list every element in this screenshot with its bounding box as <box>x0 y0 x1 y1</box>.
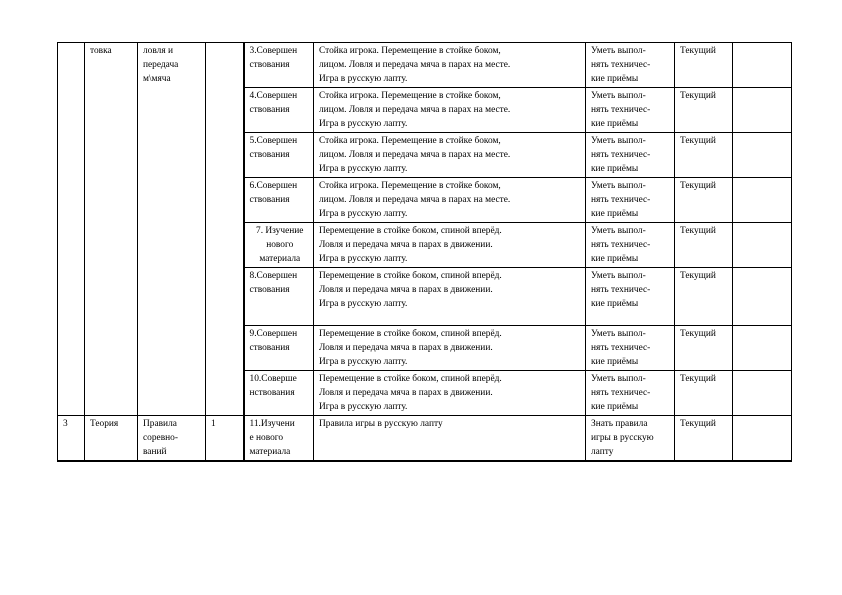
section-cell: товка <box>85 43 138 416</box>
lesson-topic-cell-line: 11.Изучени <box>249 419 295 429</box>
lesson-content-cell-line: лицом. Ловля и передача мяча в парах на месте. <box>319 150 511 160</box>
control-type-cell: Текущий <box>675 178 733 223</box>
lesson-content-cell-line: Стойка игрока. Перемещение в стойке боком, <box>319 46 501 56</box>
subsection-cell-line: соревно- <box>143 433 178 443</box>
lesson-topic-cell-line: нствования <box>249 388 295 398</box>
lesson-topic-cell <box>244 43 314 88</box>
control-type-cell: Текущий <box>675 371 733 416</box>
lesson-content-cell-line: Игра в русскую лапту. <box>319 299 408 309</box>
lesson-topic-cell-line: е нового <box>249 433 284 443</box>
section-cell: Теория <box>85 416 138 462</box>
control-type-cell: Текущий <box>675 268 733 326</box>
lesson-topic-cell-line: ствования <box>249 343 290 353</box>
skill-cell-line: Уметь выпол- <box>591 91 646 101</box>
hours-cell <box>206 43 244 416</box>
lesson-content-cell-line: Игра в русскую лапту. <box>319 402 408 412</box>
lesson-topic-cell-line: 5.Совершен <box>249 136 298 146</box>
skill-cell-line: кие приёмы <box>591 357 639 367</box>
skill-cell-line: нять техничес- <box>591 105 651 115</box>
lesson-content-cell-line: Игра в русскую лапту. <box>319 119 408 129</box>
control-type-cell: Текущий <box>675 223 733 268</box>
skill-cell <box>586 178 675 223</box>
skill-cell-line: Уметь выпол- <box>591 271 646 281</box>
lesson-content-cell <box>314 43 586 88</box>
subsection-cell-line: передача <box>143 60 179 70</box>
lesson-topic-cell-line: материала <box>259 254 301 264</box>
lesson-content-cell <box>314 371 586 416</box>
lesson-topic-cell <box>244 326 314 371</box>
hours-cell: 1 <box>206 416 244 462</box>
skill-cell-line: Знать правила <box>591 419 648 429</box>
lesson-topic-cell-line: ствования <box>249 105 290 115</box>
skill-cell <box>586 133 675 178</box>
lesson-content-cell-line: лицом. Ловля и передача мяча в парах на месте. <box>319 105 511 115</box>
num-cell <box>58 43 85 416</box>
control-type-cell: Текущий <box>675 133 733 178</box>
empty-cell <box>733 88 792 133</box>
lesson-content-cell-line: Игра в русскую лапту. <box>319 74 408 84</box>
lesson-content-cell <box>314 133 586 178</box>
skill-cell <box>586 43 675 88</box>
skill-cell-line: кие приёмы <box>591 164 639 174</box>
lesson-content-cell-line: Ловля и передача мяча в парах в движении. <box>319 343 493 353</box>
lesson-topic-cell-line: ствования <box>249 195 290 205</box>
lesson-topic-cell-line: 4.Совершен <box>249 91 298 101</box>
lesson-topic-cell-line: ствования <box>249 60 290 70</box>
table-row <box>58 416 792 462</box>
lesson-content-cell <box>314 88 586 133</box>
lesson-content-cell-line: лицом. Ловля и передача мяча в парах на месте. <box>319 60 511 70</box>
lesson-topic-cell <box>244 133 314 178</box>
skill-cell-line: нять техничес- <box>591 343 651 353</box>
lesson-topic-cell-line: ствования <box>249 150 290 160</box>
lesson-topic-cell <box>244 371 314 416</box>
empty-cell <box>733 326 792 371</box>
skill-cell-line: Уметь выпол- <box>591 374 646 384</box>
skill-cell-line: кие приёмы <box>591 254 639 264</box>
subsection-cell-line: м\мяча <box>143 74 171 84</box>
lesson-content-cell-line: Ловля и передача мяча в парах в движении. <box>319 388 493 398</box>
skill-cell-line: Уметь выпол- <box>591 181 646 191</box>
control-type-cell: Текущий <box>675 43 733 88</box>
skill-cell <box>586 371 675 416</box>
skill-cell-line: кие приёмы <box>591 402 639 412</box>
lesson-topic-cell-line: 6.Совершен <box>249 181 298 191</box>
skill-cell <box>586 223 675 268</box>
control-type-cell: Текущий <box>675 416 733 462</box>
lesson-content-cell <box>314 416 586 462</box>
lesson-topic-cell <box>244 223 314 268</box>
lesson-content-cell <box>314 268 586 326</box>
lesson-topic-cell <box>244 416 314 462</box>
skill-cell <box>586 326 675 371</box>
skill-cell-line: нять техничес- <box>591 150 651 160</box>
skill-cell-line: нять техничес- <box>591 195 651 205</box>
lesson-content-cell <box>314 326 586 371</box>
lesson-content-cell-line: лицом. Ловля и передача мяча в парах на месте. <box>319 195 511 205</box>
lesson-content-cell-line: Ловля и передача мяча в парах в движении. <box>319 285 493 295</box>
empty-cell <box>733 371 792 416</box>
lesson-content-cell-line: Перемещение в стойке боком, спиной вперёд. <box>319 329 502 339</box>
lesson-content-cell <box>314 223 586 268</box>
skill-cell-line: Уметь выпол- <box>591 46 646 56</box>
lesson-topic-cell-line: 7. Изучение <box>256 226 304 236</box>
lesson-content-cell-line: Стойка игрока. Перемещение в стойке боком, <box>319 181 501 191</box>
lesson-content-cell-line: Игра в русскую лапту. <box>319 164 408 174</box>
skill-cell-line: нять техничес- <box>591 60 651 70</box>
lesson-content-cell-line: Стойка игрока. Перемещение в стойке боком, <box>319 91 501 101</box>
lesson-content-cell-line: Перемещение в стойке боком, спиной вперёд. <box>319 271 502 281</box>
empty-cell <box>733 133 792 178</box>
skill-cell-line: Уметь выпол- <box>591 329 646 339</box>
lesson-content-cell-line: Перемещение в стойке боком, спиной вперёд. <box>319 374 502 384</box>
subsection-cell <box>138 416 206 462</box>
control-type-cell: Текущий <box>675 326 733 371</box>
subsection-cell-line: Правила <box>143 419 177 429</box>
skill-cell-line: нять техничес- <box>591 388 651 398</box>
skill-cell <box>586 416 675 462</box>
empty-cell <box>733 178 792 223</box>
skill-cell-line: Уметь выпол- <box>591 136 646 146</box>
lesson-plan-table <box>57 42 792 462</box>
skill-cell-line: лапту <box>591 447 614 457</box>
lesson-content-cell-line: Игра в русскую лапту. <box>319 357 408 367</box>
skill-cell-line: нять техничес- <box>591 285 651 295</box>
subsection-cell-line: ловля и <box>143 46 174 56</box>
lesson-topic-cell <box>244 178 314 223</box>
skill-cell-line: кие приёмы <box>591 299 639 309</box>
skill-cell <box>586 88 675 133</box>
skill-cell-line: кие приёмы <box>591 74 639 84</box>
empty-cell <box>733 416 792 462</box>
lesson-content-cell-line: Игра в русскую лапту. <box>319 254 408 264</box>
lesson-topic-cell-line: 10.Соверше <box>249 374 297 384</box>
lesson-content-cell <box>314 178 586 223</box>
lesson-topic-cell-line: нового <box>266 240 294 250</box>
lesson-topic-cell-line: ствования <box>249 285 290 295</box>
lesson-topic-cell-line: 9.Совершен <box>249 329 298 339</box>
skill-cell-line: игры в русскую <box>591 433 654 443</box>
empty-cell <box>733 43 792 88</box>
lesson-content-cell-line: Игра в русскую лапту. <box>319 209 408 219</box>
lesson-content-cell-line: Правила игры в русскую лапту <box>319 419 443 429</box>
lesson-content-cell-line: Перемещение в стойке боком, спиной вперёд. <box>319 226 502 236</box>
num-cell: 3 <box>58 416 85 462</box>
skill-cell <box>586 268 675 326</box>
lesson-topic-cell-line: 3.Совершен <box>249 46 298 56</box>
subsection-cell <box>138 43 206 416</box>
lesson-content-cell-line: Стойка игрока. Перемещение в стойке боком, <box>319 136 501 146</box>
skill-cell-line: кие приёмы <box>591 119 639 129</box>
empty-cell <box>733 223 792 268</box>
lesson-topic-cell <box>244 88 314 133</box>
table-row <box>58 43 792 88</box>
lesson-topic-cell-line: 8.Совершен <box>249 271 298 281</box>
empty-cell <box>733 268 792 326</box>
skill-cell-line: кие приёмы <box>591 209 639 219</box>
skill-cell-line: Уметь выпол- <box>591 226 646 236</box>
subsection-cell-line: ваний <box>143 447 167 457</box>
control-type-cell: Текущий <box>675 88 733 133</box>
skill-cell-line: нять техничес- <box>591 240 651 250</box>
lesson-topic-cell <box>244 268 314 326</box>
lesson-topic-cell-line: материала <box>249 447 291 457</box>
lesson-content-cell-line: Ловля и передача мяча в парах в движении. <box>319 240 493 250</box>
